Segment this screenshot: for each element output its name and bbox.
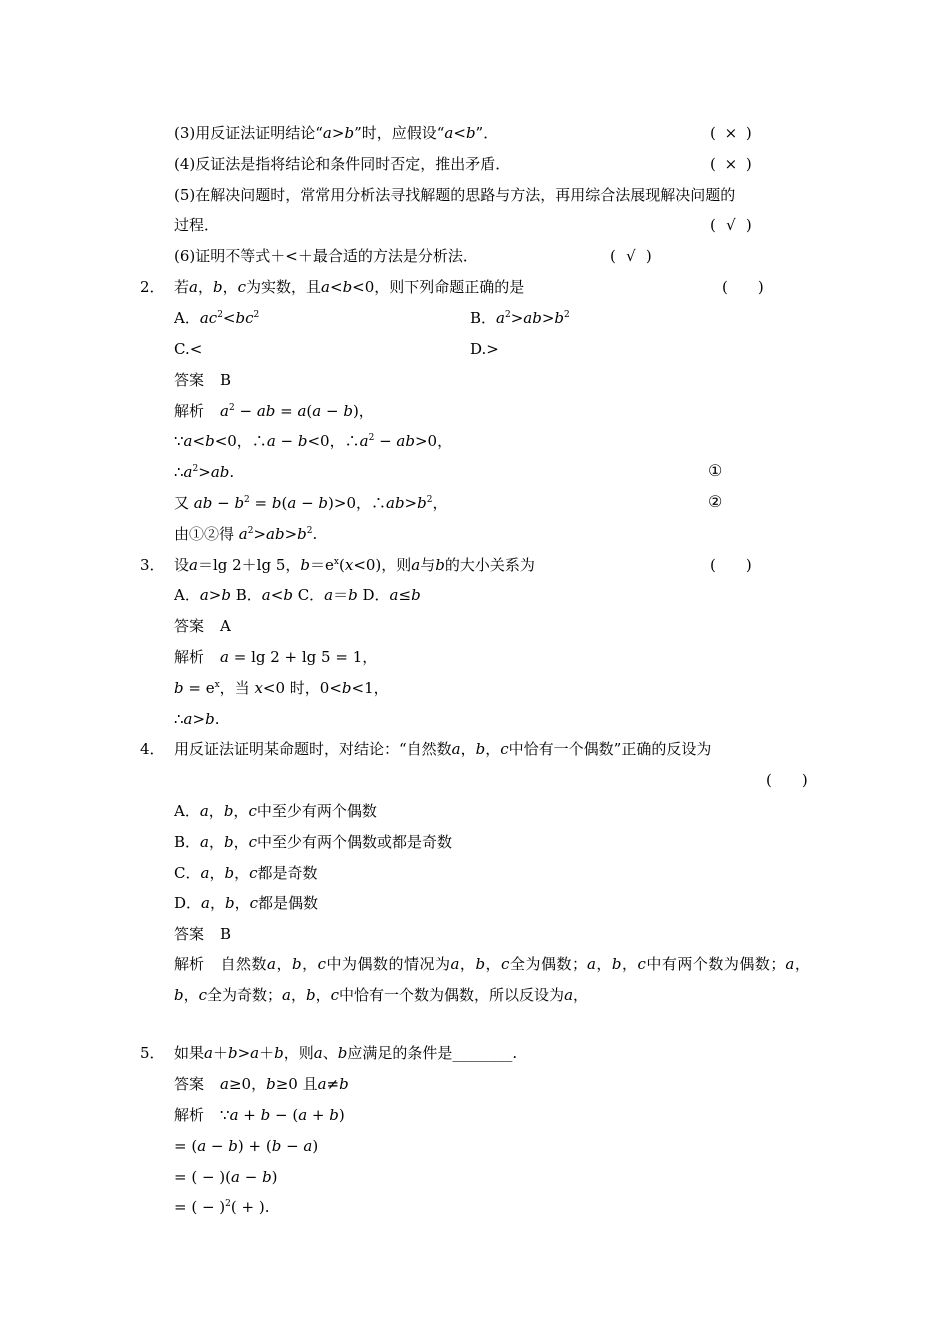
cross-mark: ×	[724, 124, 738, 142]
circled-number-1: ①	[708, 461, 723, 480]
question-2-stem: 2． 若a，b，c为实数，且a<b<0，则下列命题正确的是	[140, 278, 525, 296]
check-mark: √	[726, 216, 736, 234]
judgement-item-3: (3)用反证法证明结论“a>b”时，应假设“a<b”．	[174, 124, 499, 142]
q4-option-c: C．a，b，c都是奇数	[174, 864, 318, 882]
answer-paren-4: ( × )	[710, 155, 752, 173]
q4-option-d: D．a，b，c都是偶数	[174, 894, 319, 912]
q4-option-b: B．a，b，c中至少有两个偶数或都是奇数	[174, 833, 453, 851]
q2-analysis-line4: 又 ab − $b^2 = b(a - b)>0$，$\therefore ab>b^2$，	[174, 494, 448, 512]
q5-answer: 答案 a≥0，b≥0 且a≠b	[174, 1075, 349, 1093]
answer-label: 答案	[174, 1075, 205, 1093]
answer-paren-q2: ( )	[722, 278, 764, 296]
answer-paren-6: ( √ )	[610, 247, 652, 265]
judgement-item-6: (6)证明不等式＋<＋最合适的方法是分析法．	[174, 247, 478, 265]
q3-answer: 答案 A	[174, 617, 231, 635]
judgement-item-4: (4)反证法是指将结论和条件同时否定，推出矛盾．	[174, 155, 511, 173]
question-4-stem: 4． 用反证法证明某命题时，对结论：“自然数a，b，c中恰有一个偶数”正确的反设为	[140, 740, 712, 758]
q4-answer: 答案 B	[174, 925, 232, 943]
answer-label: 答案	[174, 925, 205, 943]
analysis-label: 解析	[174, 648, 205, 666]
judgement-item-5-line2: 过程．	[174, 216, 220, 234]
q2-analysis-line5: 由①②得 $a^2>ab>b^2$.	[174, 525, 318, 543]
analysis-label: 解析	[174, 402, 205, 420]
answer-label: 答案	[174, 371, 205, 389]
question-3-stem: 3． 设a＝lg 2＋lg 5，$b=e^x(x<0)$，则a与b的大小关系为	[140, 556, 535, 574]
cross-mark: ×	[724, 155, 738, 173]
q2-option-c: C.<	[174, 340, 203, 358]
check-mark: √	[626, 247, 636, 265]
analysis-label: 解析	[174, 1106, 205, 1124]
q2-answer: 答案 B	[174, 371, 232, 389]
answer-label: 答案	[174, 617, 205, 635]
answer-paren-q4: ( )	[766, 771, 808, 789]
q2-option-b: B．$a^2>ab>b^2$	[470, 309, 570, 327]
q4-analysis: 解析 自然数a，b，c中为偶数的情况为a，b，c全为偶数；a，b，c中有两个数为偶数；a，b，c全为奇数；a，b，c中恰有一个数为偶数，所以反设为a，	[174, 949, 810, 1011]
answer-paren-q3: ( )	[710, 556, 752, 574]
analysis-label: 解析	[174, 955, 205, 973]
q4-option-a: A．a，b，c中至少有两个偶数	[174, 802, 377, 820]
question-5-stem: 5． 如果a＋b>a＋b，则a、b应满足的条件是________.	[140, 1044, 518, 1062]
q3-analysis-line3: ∴a>b.	[174, 710, 220, 728]
q3-options: A．a>b B．a<b C．a＝b D．a≤b	[174, 586, 421, 604]
q2-analysis-line2: ∵a<b<0，∴a − b<0，$\therefore a^2 - ab>0$，	[174, 432, 453, 450]
q2-option-a: A．$ac^2<bc^2$	[174, 309, 260, 327]
q5-analysis-line3: = ( − )(a − b)	[174, 1168, 278, 1186]
answer-paren-5: ( √ )	[710, 216, 752, 234]
q5-analysis-line1: 解析 ∵a + b − (a + b)	[174, 1106, 345, 1124]
q2-analysis-line3: $\therefore a^2>ab$.	[174, 463, 235, 481]
q3-analysis-line1: 解析 a = lg 2 + lg 5 = 1，	[174, 648, 378, 666]
answer-paren-3: ( × )	[710, 124, 752, 142]
q5-analysis-line2: = (a − b) + (b − a)	[174, 1137, 319, 1155]
q5-analysis-line4: = ( − )$^2$( + ).	[174, 1198, 270, 1216]
q2-option-d: D.>	[470, 340, 499, 358]
q3-analysis-line2: $b = e^x$，当 x<0 时，0<b<1，	[174, 679, 389, 697]
circled-number-2: ②	[708, 492, 723, 511]
judgement-item-5-line1: (5)在解决问题时，常常用分析法寻找解题的思路与方法，再用综合法展现解决问题的	[174, 186, 736, 204]
q2-analysis-line1: 解析 $a^2$ − ab = a(a − b)，	[174, 402, 374, 420]
